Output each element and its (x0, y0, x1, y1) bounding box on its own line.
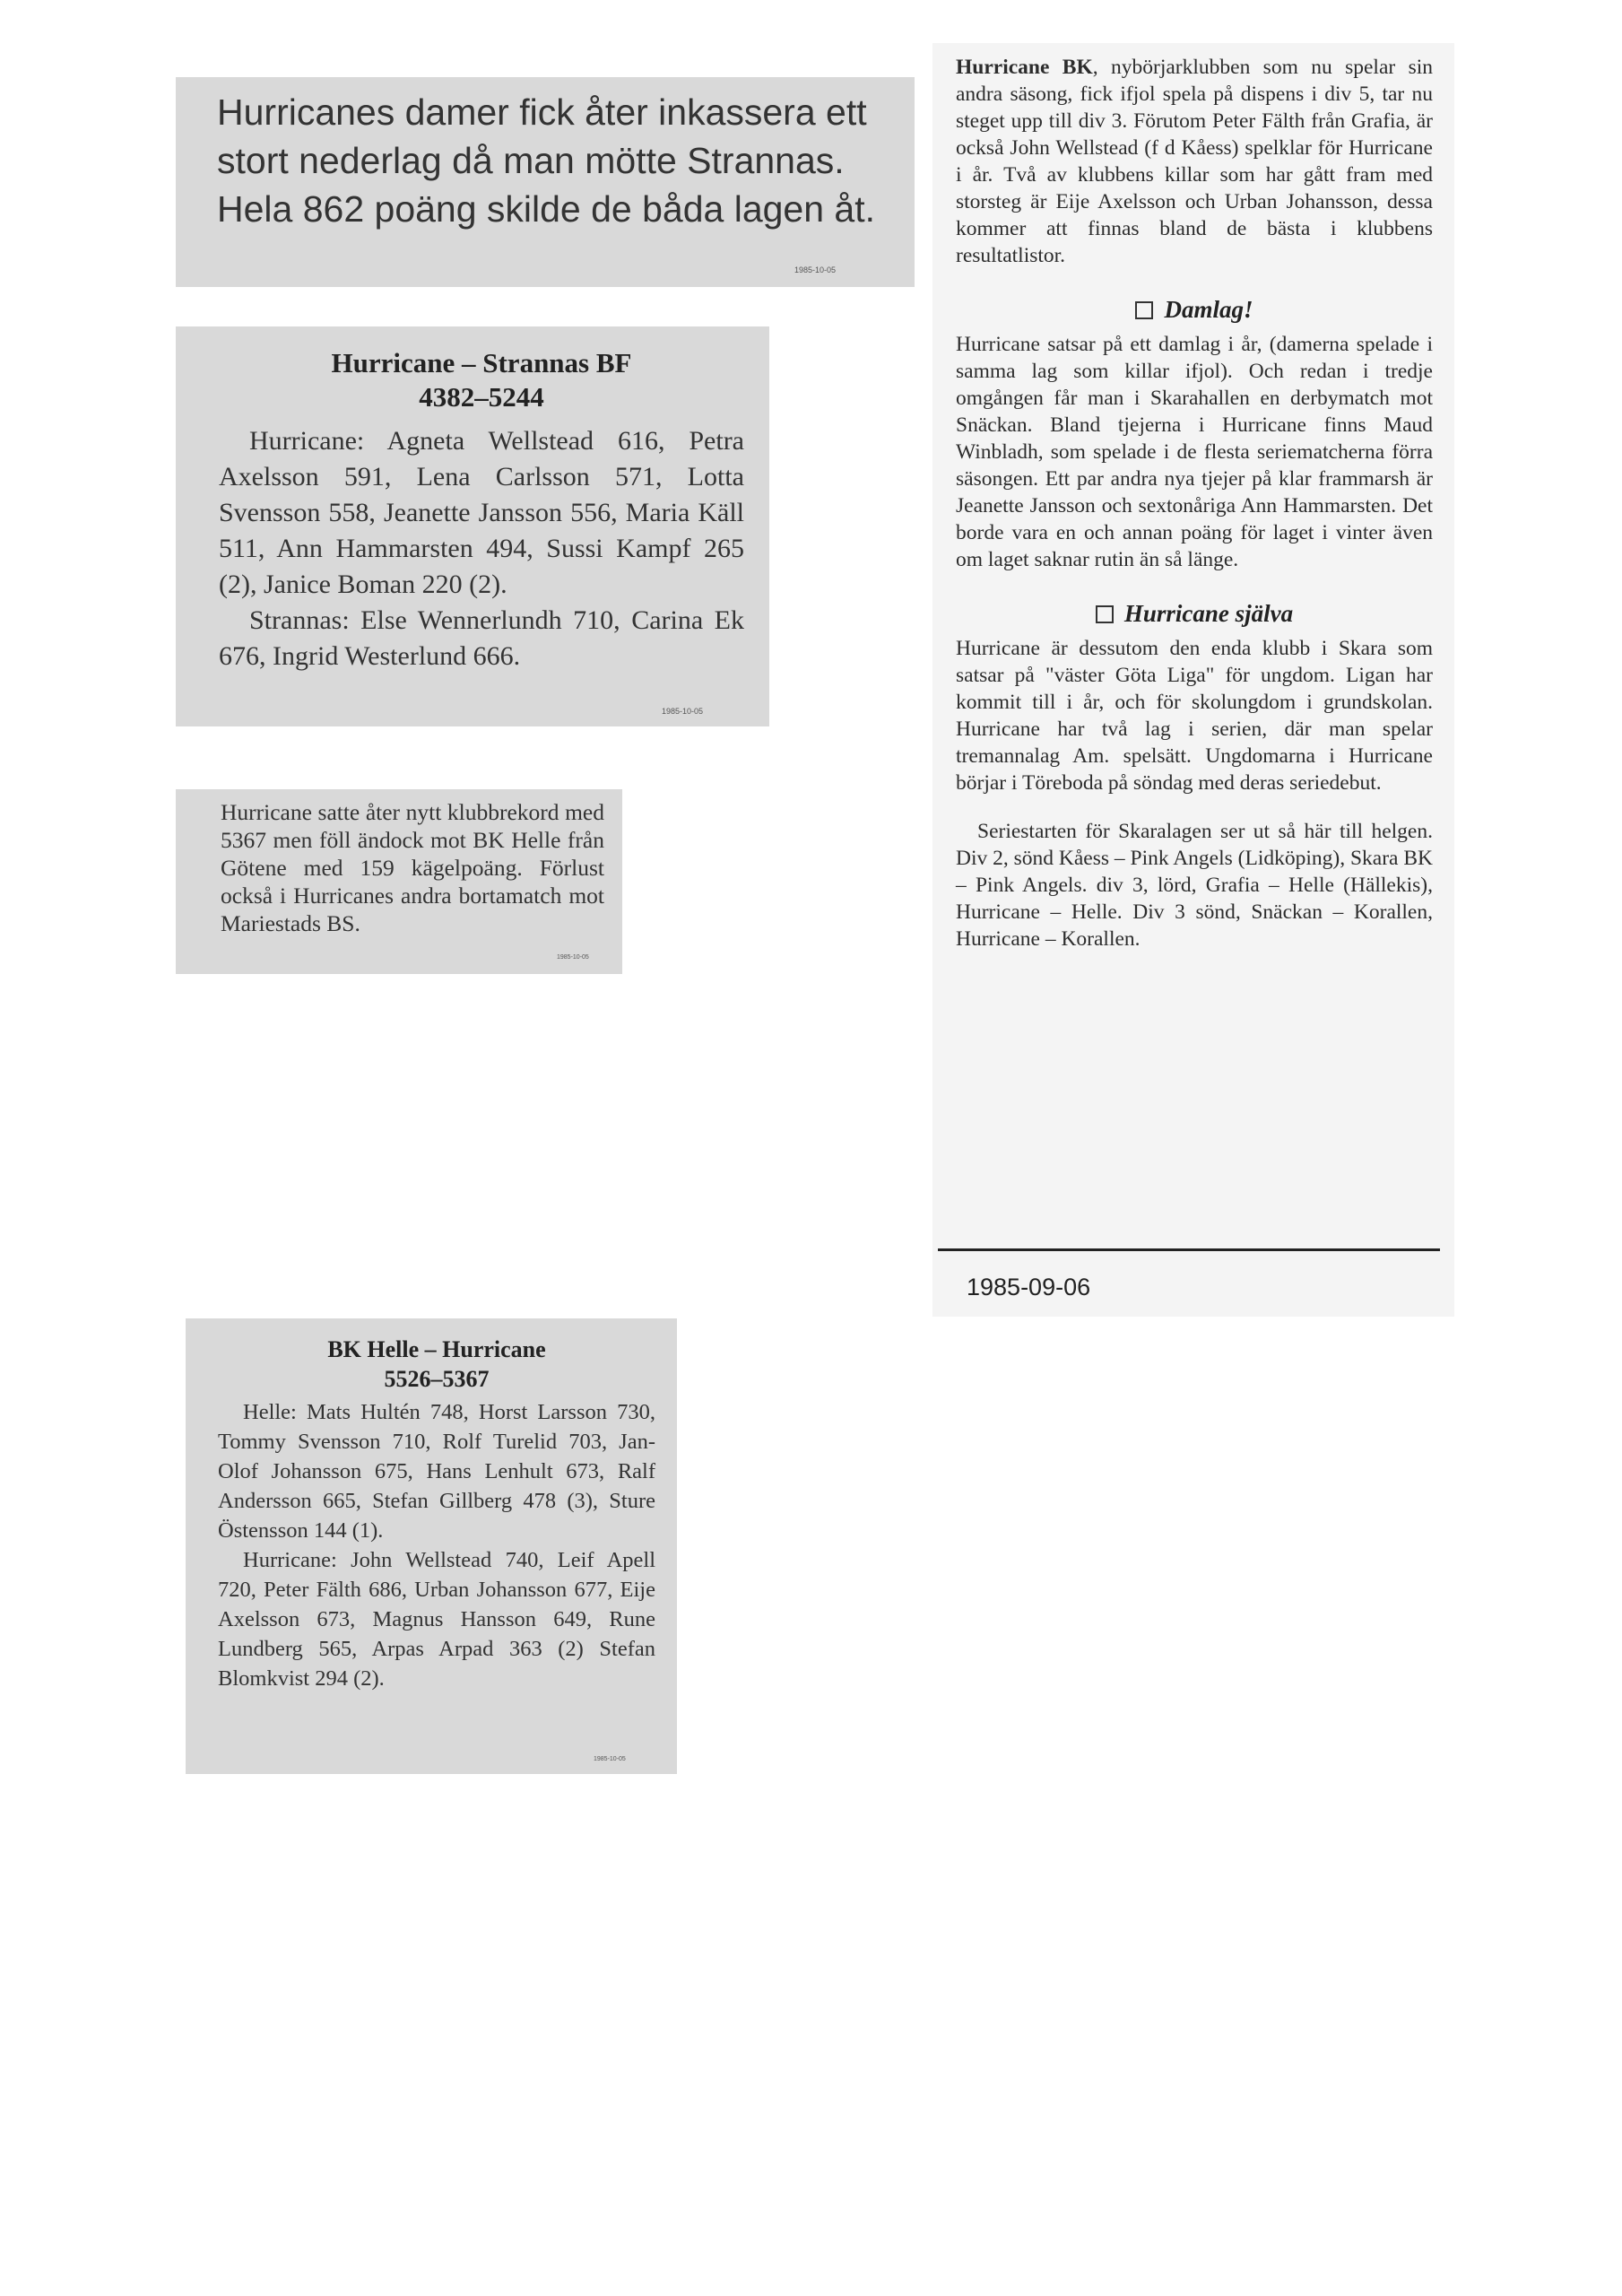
sjalva-paragraph: Hurricane är dessutom den enda klubb i Skara som satsar på "väster Göta Liga" för ungdom. Ligan har kommit till i år, och för skolungdom i grundskolan. Hurricane har två lag i serien, där man spelar tremannalag Am. spelsätt. Ungdomarna i Hurricane börjar i Töreboda på söndag med deras seriedebut. (956, 637, 1433, 795)
match-title: Hurricane – Strannas BF (331, 347, 632, 378)
match-title: BK Helle – Hurricane (327, 1336, 546, 1362)
clipping-headline (176, 77, 915, 287)
intro-paragraph (956, 54, 1433, 269)
clipping-helle-result (186, 1318, 677, 1774)
clipping-club-record (176, 789, 622, 974)
headline-text: Hurricanes damer fick åter inkassera ett stort nederlag då man mötte Strannas. Hela 862 poäng skilde de båda lagen åt. (217, 91, 876, 230)
seriestart-paragraph: Seriestarten för Skaralagen ser ut så här till helgen. Div 2, sönd Kåess – Pink Angels (Lidköping), Skara BK – Pink Angels. div 3, lörd, Grafia – Helle (Hällekis), Hurricane – Helle. Div 3 sönd, Snäckan – Korallen, Hurricane – Korallen. (956, 820, 1433, 951)
hurricane-lineup: Hurricane: John Wellstead 740, Leif Apell 720, Peter Fälth 686, Urban Johansson 677, Eije Axelsson 673, Magnus Hansson 649, Rune Lundberg 565, Arpas Arpad 363 (2) Stefan Blomkvist 294 (2). (218, 1548, 655, 1691)
date-stamp: 1985-10-05 (557, 954, 589, 961)
match-score: 4382–5244 (419, 381, 544, 413)
record-text: Hurricane satte åter nytt klubbrekord med 5367 men föll ändock mot BK Helle från Götene med 159 kägelpoäng. Förlust också i Hurricanes andra bortamatch mot Mariestads BS. (221, 799, 604, 936)
divider-rule (938, 1248, 1440, 1251)
subheading-hurricane-sjalva: Hurricane själva (956, 600, 1433, 628)
date-stamp: 1985-10-05 (662, 707, 704, 716)
clipping-season-preview (932, 43, 1454, 1317)
match-score: 5526–5367 (384, 1366, 490, 1392)
article-date: 1985-09-06 (967, 1274, 1091, 1300)
club-name: Hurricane BK (956, 56, 1093, 79)
hurricane-lineup: Hurricane: Agneta Wellstead 616, Petra Axelsson 591, Lena Carlsson 571, Lotta Svensson 558, Jeanette Jansson 556, Maria Käll 511, Ann Hammarsten 494, Sussi Kampf 265 (2), Janice Boman 220 (2). (219, 426, 744, 599)
intro-text: , nybörjarklubben som nu spelar sin andra säsong, fick ifjol spela på dispens i div 5, tar nu steget upp till div 3. Förutom Peter Fälth från Grafia, är också John Wellstead (f d Kåess) spelklar för Hurricane i år. Två av klubbens killar som har gått fram med storsteg är Eije Axelsson och Urban Johansson, dessa kommer att finnas bland de bästa i klubbens resultatlistor. (956, 56, 1434, 267)
date-stamp: 1985-10-05 (594, 1756, 626, 1762)
checkbox-icon (1096, 605, 1114, 623)
subheading-damlag: Damlag! (956, 296, 1433, 324)
clipping-strannas-result (176, 326, 769, 726)
checkbox-icon (1135, 301, 1153, 319)
strannas-lineup: Strannas: Else Wennerlundh 710, Carina Ek 676, Ingrid Westerlund 666. (219, 605, 744, 671)
damlag-paragraph: Hurricane satsar på ett damlag i år, (damerna spelade i samma lag som killar ifjol). Och redan i tredje omgången får man i Skarahallen en derbymatch mot Snäckan. Bland tjejerna i Hurricane finns Maud Winbladh, som spelade i de flesta seriematcherna förra säsongen. Ett par andra nya tjejer på klar frammarsh är Jeanette Jansson och sextonåriga Ann Hammarsten. Det borde vara en och annan poäng för laget i vinter även om laget saknar rutin än så länge. (956, 333, 1433, 571)
date-stamp: 1985-10-05 (794, 265, 837, 274)
helle-lineup: Helle: Mats Hultén 748, Horst Larsson 730, Tommy Svensson 710, Rolf Turelid 703, Jan-Olof Johansson 675, Hans Lenhult 673, Ralf Andersson 665, Stefan Gillberg 478 (3), Sture Östensson 144 (1). (218, 1400, 655, 1543)
